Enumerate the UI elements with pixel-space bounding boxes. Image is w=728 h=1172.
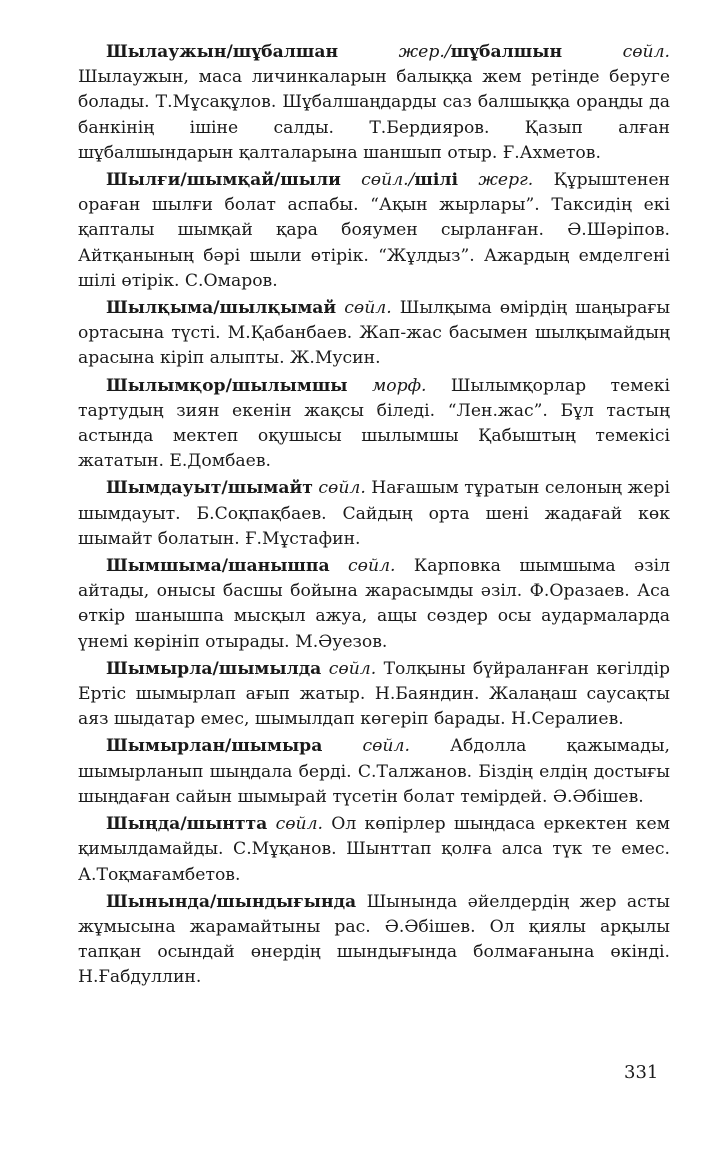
entry-examples: Құрыштенен ораған шылғи болат аспабы. “Ақын жырлары”. Таксидің екі қапталы шымқай қара бояумен сырланған. Ә.Шәріпов. Айтқанының бәрі шыли өтірік. “Жұлдыз”. Ажардың емделгені шілі өтірік. С.Омаров. <box>78 170 671 291</box>
dictionary-entry <box>78 812 670 888</box>
headword: Шылаужын/шұбалшан <box>106 42 339 62</box>
dictionary-entry <box>78 554 670 655</box>
dictionary-entry <box>78 374 670 475</box>
usage-label: сөйл. <box>318 478 366 499</box>
usage-label: морф. <box>371 375 427 396</box>
entry-examples: Шылаужын, маса личинкаларын балыққа жем ретінде беруге болады. Т.Мұсақұлов. Шұбалшаңдарды саз балшыққа ораңды да банкінің ішіне салды. Т.Бердияров. Қазып алған шұбалшындарын қалталарына шаншып отыр. Ғ.Ахметов. <box>78 67 670 163</box>
usage-label: жерг. <box>478 170 534 191</box>
entry-examples: Шылқыма өмірдің шаңырағы ортасына түсті. М.Қабанбаев. Жап-жас басымен шылқымайдың арасына кіріп алыпты. Ж.Мусин. <box>78 298 671 369</box>
dictionary-entry <box>78 657 670 733</box>
dictionary-entry <box>78 476 670 552</box>
usage-label: жер./ <box>398 42 451 62</box>
headword: Шынында/шындығында <box>106 891 357 912</box>
usage-label: сөйл. <box>344 298 392 319</box>
dictionary-page <box>78 40 670 993</box>
headword: Шылқыма/шылқымай <box>106 298 337 319</box>
entry-examples: Ол көпірлер шыңдаса еркектен кем қимылдамайды. С.Мұқанов. Шынттап қолға алса түк те емес. А.Тоқмағамбетов. <box>78 814 670 885</box>
page-number: 331 <box>624 1062 659 1083</box>
usage-label: сөйл. <box>348 556 396 577</box>
headword: Шымдауыт/шымайт <box>106 478 313 499</box>
dictionary-entry <box>78 890 670 991</box>
usage-label: сөйл. <box>328 658 377 679</box>
dictionary-entry <box>78 734 670 810</box>
dictionary-entry <box>78 40 670 166</box>
entry-examples: Абдолла қажымады, шымырланып шыңдала берді. С.Талжанов. Біздің елдің достығы шыңдаған сайын шымырай түсетін болат темірдей. Ә.Әбішев. <box>78 736 670 807</box>
entry-examples: Толқыны бүйраланған көгілдір Ертіс шымырлап ағып жатыр. Н.Баяндин. Жалаңаш саусақты аяз шыдатар емес, шымылдап көгеріп барады. Н.Сералиев. <box>78 658 671 730</box>
dictionary-entry <box>78 296 670 372</box>
headword-variant: шілі <box>414 170 459 191</box>
headword: Шыңда/шынтта <box>106 814 268 835</box>
headword: Шылымқор/шылымшы <box>106 375 348 396</box>
entry-examples: Карповка шымшыма әзіл айтады, онысы басшы бойына жарасымды әзіл. Ф.Оразаев. Аса өткір шанышпа мысқыл ажуа, ащы сөздер осы аудармаларда үнемі көрініп отырады. М.Әуезов. <box>78 556 671 652</box>
headword: Шымырла/шымылда <box>106 658 322 679</box>
usage-label: сөйл./ <box>361 170 415 191</box>
entry-examples: Шылымқорлар темекі тартудың зиян екенін жақсы біледі. “Лен.жас”. Бұл тастың астында мектеп оқушысы шылымшы Қабыштың темекісі жататын. Е.Домбаев. <box>78 375 670 472</box>
usage-label: сөйл. <box>622 42 671 62</box>
entry-examples: Нағашым тұратын селоның жері шымдауыт. Б.Соқпақбаев. Сайдың орта шені жадағай көк шымайт болатын. Ғ.Мұстафин. <box>78 478 670 549</box>
usage-label: сөйл. <box>275 814 324 835</box>
usage-label: сөйл. <box>362 736 410 757</box>
dictionary-entry <box>78 168 670 294</box>
entry-examples: Шынында әйелдердің жер асты жұмысына жарамайтыны рас. Ә.Әбішев. Ол қиялы арқылы тапқан осындай өнердің шындығында болмағанына өкінді. Н.Ғабдуллин. <box>78 891 670 988</box>
headword: Шымырлан/шымыра <box>106 736 323 757</box>
headword: Шылғи/шымқай/шыли <box>106 170 341 191</box>
headword-variant: шұбалшын <box>450 42 563 62</box>
headword: Шымшыма/шанышпа <box>106 556 330 577</box>
